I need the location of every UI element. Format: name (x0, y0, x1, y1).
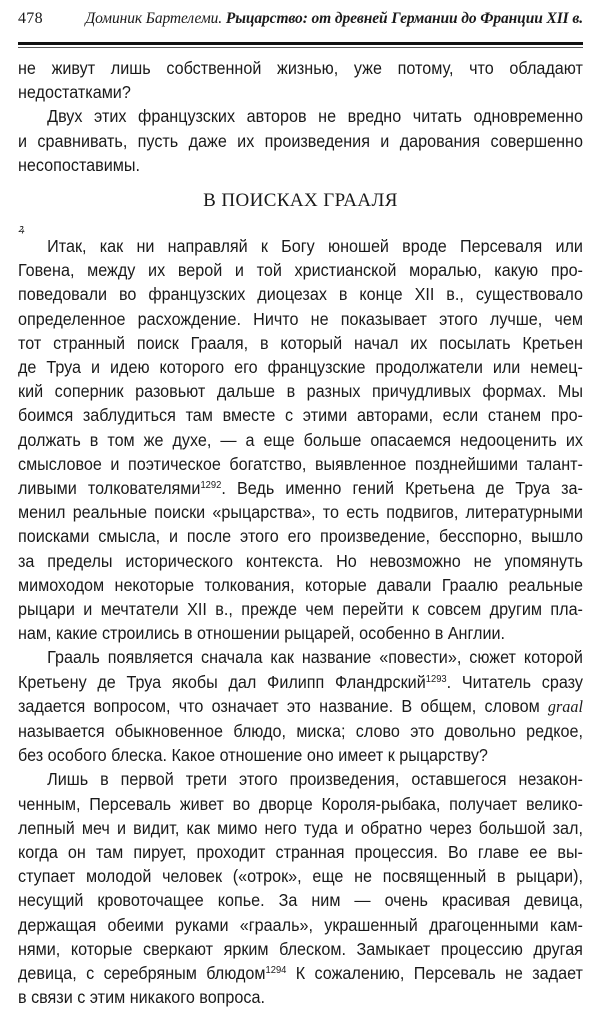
line-text-continued: К сожалению, Персеваль не задает (286, 963, 583, 984)
running-title (85, 10, 583, 28)
text-line: Двух этих французских авторов не вредно читать одновременно (47, 106, 583, 127)
text-line (18, 888, 583, 912)
line-text: определенное расхождение. Ничто не показывает этого лучше, чем (18, 308, 583, 329)
text-line (18, 792, 583, 816)
line-text: держащая обеими руками «грааль», украшенный драгоценными кам- (18, 914, 583, 935)
line-text: мимоходом некоторые толкования, которые давали Граалю реальные (18, 574, 583, 595)
text-line: не живут лишь собственной жизнью, уже потому, что обладают (18, 58, 583, 78)
text-line (18, 549, 583, 573)
text-line (18, 767, 583, 791)
italic-term: graal (547, 696, 583, 716)
text-line (18, 961, 583, 985)
text-line (18, 597, 583, 621)
text-line (18, 816, 583, 840)
header-rule-thick (18, 42, 583, 45)
main-paragraphs (18, 234, 583, 1010)
line-text-continued: . Читатель сразу (446, 671, 583, 692)
footnote-reference[interactable]: 1293 (425, 673, 447, 685)
text-line (18, 355, 583, 379)
line-text: нам, какие строились в отношении рыцарей, особенно в Англии. (18, 623, 505, 644)
text-line (18, 452, 583, 476)
running-title-book: Рыцарство: от древней Германии до Франции XII в. (225, 10, 583, 27)
line-text: называется обыкновенное блюдо, миска; слово это довольно редкое, (18, 721, 583, 742)
text-line (18, 307, 583, 331)
text-line (18, 428, 583, 452)
line-text: когда он там пирует, проходит странная процессия. Во главе ее вы- (18, 842, 583, 863)
line-text: ченным, Персеваль живет во дворце Короля-рыбака, получает велико- (18, 793, 583, 814)
line-text: Кретьену де Труа якобы дал Филипп Фландрский (18, 671, 426, 692)
line-text-continued: . Ведь именно гений Кретьена де Труа за- (221, 478, 583, 499)
line-text: Итак, как ни направляй к Богу юношей вроде Персеваля или (47, 236, 583, 256)
line-text: ливыми толкователями (18, 478, 201, 499)
footnote-reference[interactable]: 1294 (265, 965, 287, 977)
text-line: несопоставимы. (18, 154, 140, 175)
header-rule-thin (18, 47, 583, 48)
line-text: несущий кровоточащее копье. За ним — очень красивая девица, (18, 890, 583, 911)
line-text: менил реальные поиски «рыцарства», то есть подвигов, литературными (18, 502, 583, 523)
page-number: 478 (18, 10, 43, 27)
book-page (18, 0, 583, 1008)
text-line (18, 645, 583, 669)
text-line (18, 985, 583, 1009)
line-text: Грааль появляется сначала как название «повести», сюжет которой (47, 647, 583, 668)
text-line (18, 476, 583, 500)
text-line (18, 403, 583, 427)
text-line: и сравнивать, пусть даже их произведения и дарования совершенно (18, 130, 583, 151)
text-line: недостатками? (18, 82, 131, 103)
line-text: де Труа и идею которого его французские продолжатели или немец- (18, 357, 583, 378)
opening-paragraphs (18, 56, 583, 177)
text-line (18, 864, 583, 888)
text-line (18, 234, 583, 258)
line-text: поведовали во французских диоцезах в конце XII в., существовало (18, 284, 583, 305)
line-text: Говена, между их верой и той христианской моралью, какую про- (18, 260, 583, 281)
line-text: без особого блеска. Какое отношение оно имеет к рыцарству? (18, 745, 488, 766)
text-line (18, 913, 583, 937)
text-line (18, 500, 583, 524)
footnote-reference[interactable]: 1292 (200, 480, 222, 492)
text-line (18, 331, 583, 355)
line-text: Лишь в первой трети этого произведения, оставшегося незакон- (47, 769, 583, 790)
line-text: лепный меч и видит, как мимо него туда и обратно через большой зал, (18, 817, 583, 838)
line-text: поисками смысла, и после этого его произведение, бесспорно, вышло (18, 526, 583, 547)
line-text: тот странный поиск Грааля, в который начал их посылать Кретьен (18, 332, 583, 353)
text-line (18, 258, 583, 282)
line-text: должать в том же духе, — а еще больше опасаемся недооценить их (18, 429, 583, 450)
section-heading: В ПОИСКАХ ГРААЛЯ (203, 190, 398, 211)
text-line (18, 524, 583, 548)
line-text: нями, которые сверкают ярким блеском. Замыкает процессию другая (18, 938, 583, 959)
line-text: рыцари и мечтатели XII в., прежде чем перейти к совсем другим пла- (18, 599, 583, 620)
text-line (18, 282, 583, 306)
text-line (18, 694, 583, 719)
line-text: задается вопросом, что означает это название. В общем, словом (18, 695, 548, 716)
line-text: за пределы исторического контекста. Но невозможно не упомянуть (18, 550, 583, 571)
line-text: в связи с этим никакого вопроса. (18, 987, 265, 1008)
running-title-author: Доминик Бартелеми. (85, 10, 223, 27)
line-text: смысловое и поэтическое богатство, выявленное позднейшими талант- (18, 453, 583, 474)
running-header (18, 0, 583, 38)
line-text: девица, с серебряным блюдом (18, 963, 266, 984)
ornament-mark-icon: ꝝ (18, 222, 25, 235)
line-text: ступает молодой человек («отрок», еще не посвященный в рыцари), (18, 866, 583, 887)
text-line (18, 840, 583, 864)
line-text: боимся заблудиться там вместе с этими авторами, если станем про- (18, 405, 583, 426)
text-line (18, 573, 583, 597)
text-line (18, 379, 583, 403)
text-line (18, 719, 583, 743)
text-line (18, 621, 583, 645)
text-line (18, 670, 583, 694)
line-text: кий соперник разовьют дальше в разных причудливых формах. Мы (18, 381, 583, 402)
text-line (18, 937, 583, 961)
text-line (18, 743, 583, 767)
